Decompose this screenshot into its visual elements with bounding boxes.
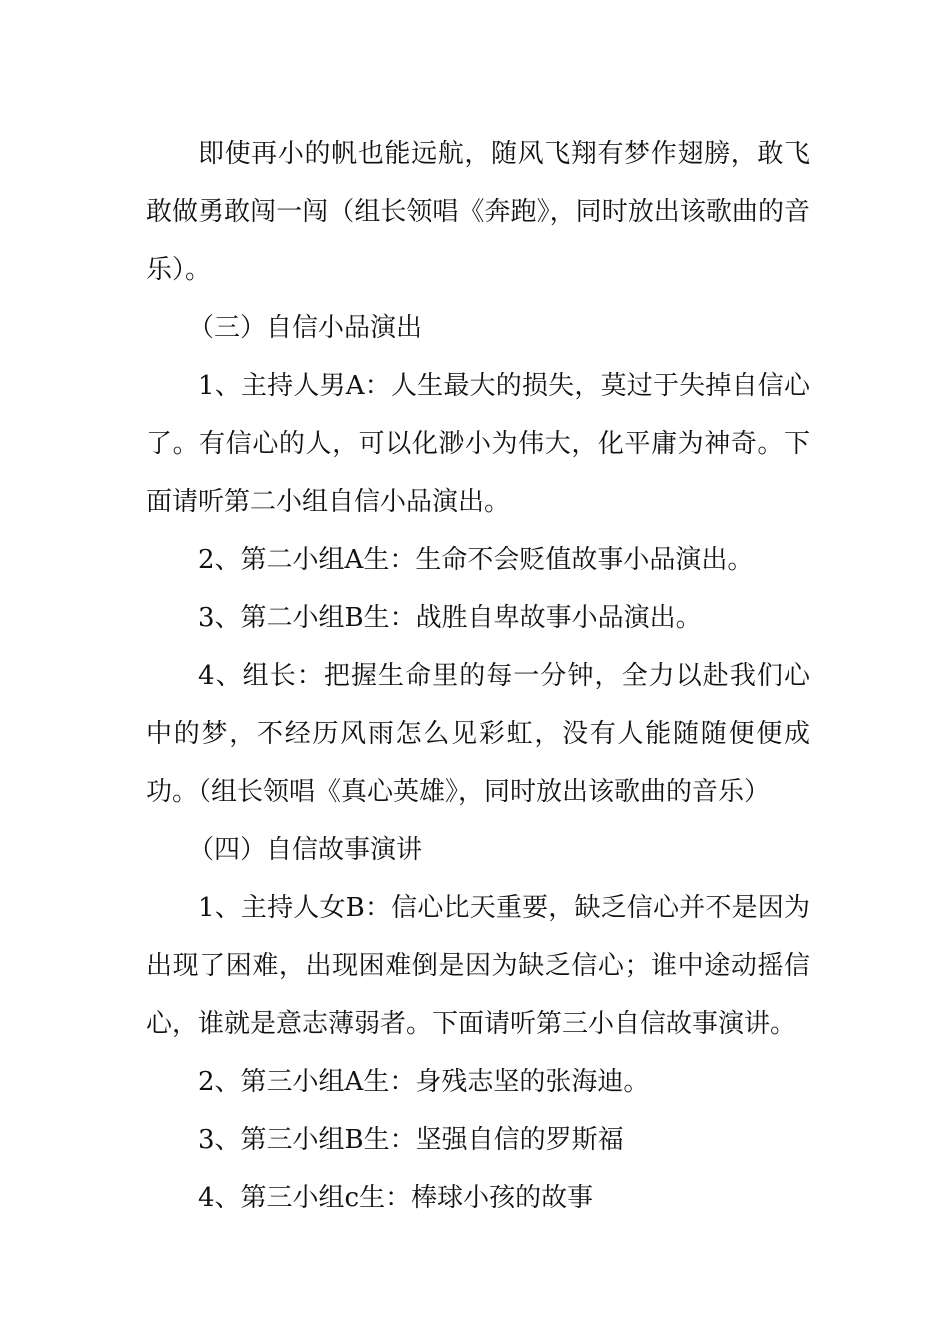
paragraph-host-male-a: 1、主持人男A：人生最大的损失，莫过于失掉自信心了。有信心的人，可以化渺小为伟大，化平庸为神奇。下面请听第二小组自信小品演出。 xyxy=(146,371,810,517)
paragraph-sailing-song: 即使再小的帆也能远航，随风飞翔有梦作翅膀，敢飞敢做勇敢闯一闯（组长领唱《奔跑》，同时放出该歌曲的音乐）。 xyxy=(146,139,810,285)
section-heading-speech: （四）自信故事演讲 xyxy=(188,835,423,865)
paragraph-group3-student-a: 2、第三小组A生：身残志坚的张海迪。 xyxy=(198,1067,650,1097)
paragraph-group3-student-c: 4、第三小组c生：棒球小孩的故事 xyxy=(198,1183,594,1213)
paragraph-group2-student-b: 3、第二小组B生：战胜自卑故事小品演出。 xyxy=(198,603,702,633)
paragraph-group3-student-b: 3、第三小组B生：坚强自信的罗斯福 xyxy=(198,1125,624,1155)
paragraph-group2-student-a: 2、第二小组A生：生命不会贬值故事小品演出。 xyxy=(198,545,754,575)
paragraph-host-female-b: 1、主持人女B：信心比天重要，缺乏信心并不是因为出现了困难，出现困难倒是因为缺乏信心；谁中途动摇信心，谁就是意志薄弱者。下面请听第三小自信故事演讲。 xyxy=(146,893,810,1039)
section-heading-skit: （三）自信小品演出 xyxy=(188,313,423,343)
paragraph-group-leader-song: 4、组长：把握生命里的每一分钟，全力以赴我们心中的梦，不经历风雨怎么见彩虹，没有人能随随便便成功。（组长领唱《真心英雄》，同时放出该歌曲的音乐） xyxy=(146,661,810,807)
document-body xyxy=(146,125,810,1227)
